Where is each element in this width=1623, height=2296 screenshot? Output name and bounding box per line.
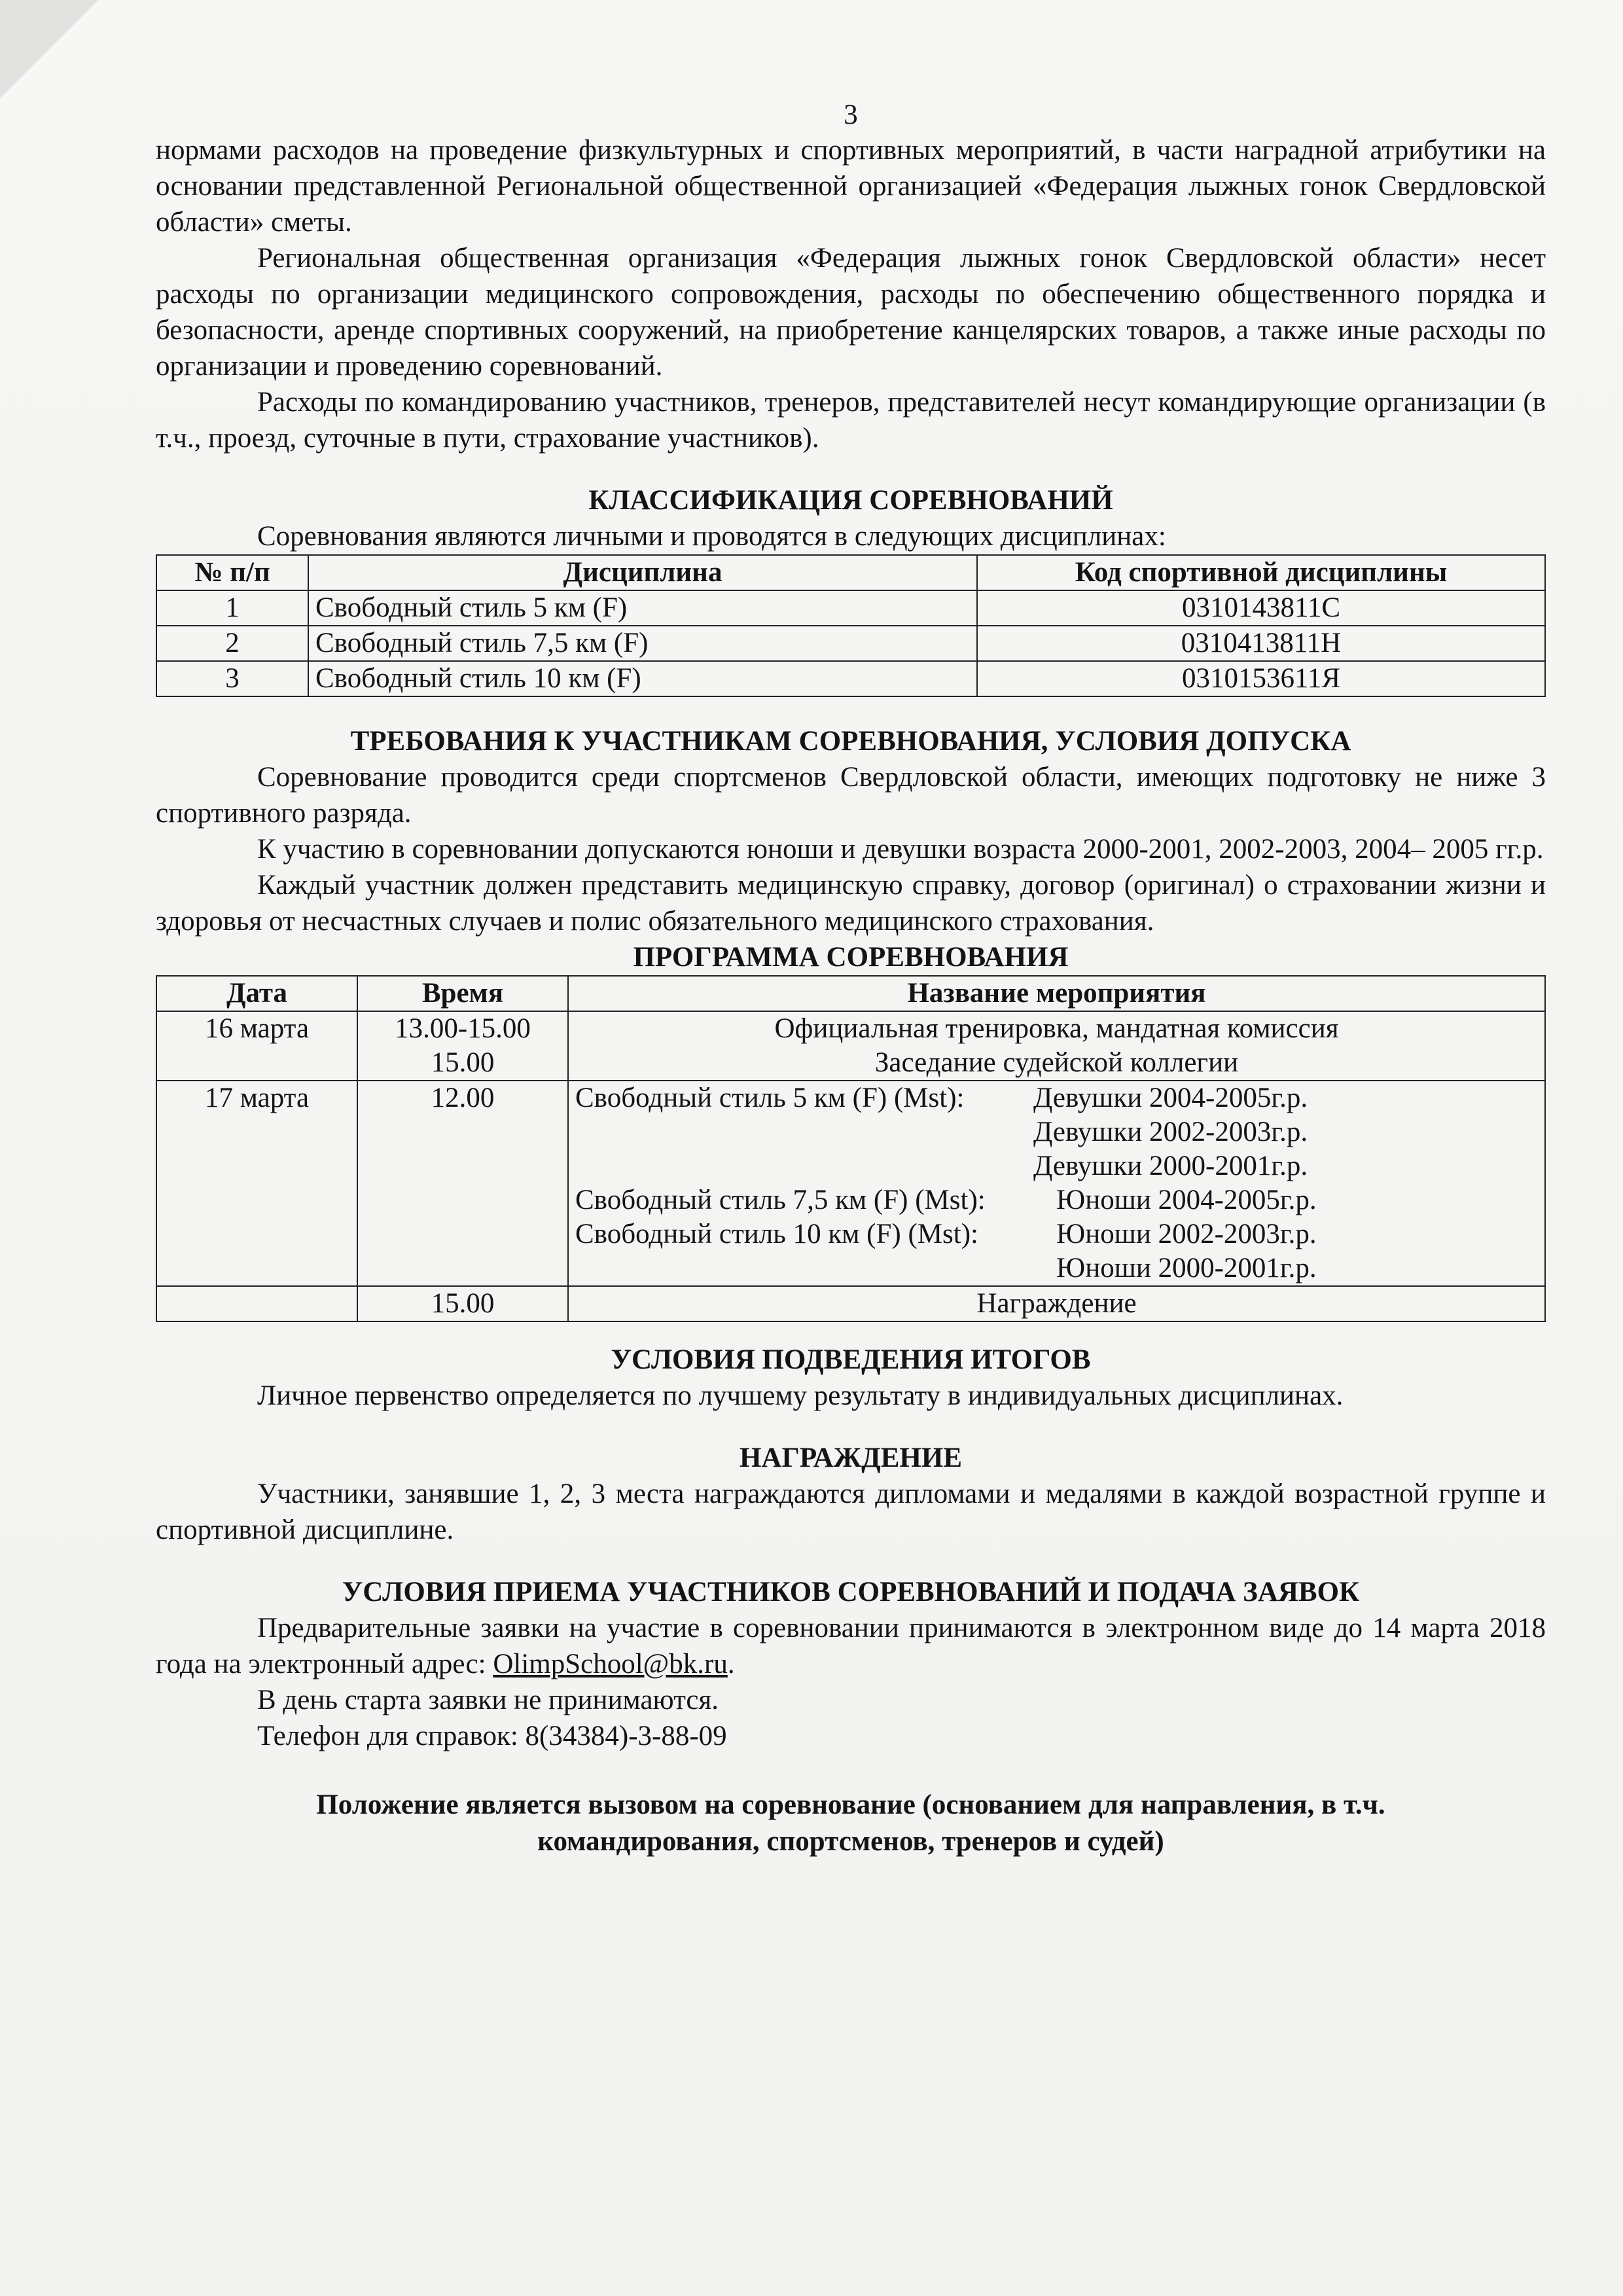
schedule-line (575, 1251, 1538, 1285)
row-date: 17 марта (156, 1081, 357, 1286)
time-line: 13.00-15.00 (395, 1013, 531, 1044)
schedule-line (575, 1217, 1538, 1251)
row-event (568, 1011, 1545, 1081)
schedule-group: Юноши 2004-2005г.р. (1056, 1185, 1317, 1215)
row-discipline: Свободный стиль 10 км (F) (308, 661, 977, 696)
final-note-line: командирования, спортсменов, тренеров и судей) (537, 1826, 1164, 1857)
schedule-discipline (575, 1115, 1033, 1149)
classification-heading: КЛАССИФИКАЦИЯ СОРЕВНОВАНИЙ (588, 485, 1113, 516)
schedule-line (575, 1183, 1538, 1217)
event-line: Официальная тренировка, мандатная комиссия (774, 1013, 1339, 1044)
applications-text: Предварительные заявки на участие в соревновании принимаются в электронном виде до 14 марта 2018 года на электронный адрес: (156, 1613, 1546, 1679)
schedule-discipline: Свободный стиль 7,5 км (F) (Mst): (575, 1185, 986, 1215)
disciplines-table (156, 554, 1546, 697)
awards-heading: НАГРАЖДЕНИЕ (739, 1443, 963, 1473)
requirements-heading: ТРЕБОВАНИЯ К УЧАСТНИКАМ СОРЕВНОВАНИЯ, УСЛОВИЯ ДОПУСКА (350, 726, 1351, 757)
schedule-group: Юноши 2002-2003г.р. (1056, 1219, 1317, 1249)
results-paragraph: Личное первенство определяется по лучшему результату в индивидуальных дисциплинах. (257, 1380, 1344, 1411)
col-code-header: Код спортивной дисциплины (977, 555, 1545, 590)
final-note (156, 1787, 1546, 1860)
col-event-header: Название мероприятия (568, 976, 1545, 1011)
row-number: 3 (156, 661, 308, 696)
row-code: 0310153611Я (977, 661, 1545, 696)
intro-paragraph-2: Региональная общественная организация «Федерация лыжных гонок Свердловской области» несет расходы по организации медицинского сопровождения, расходы по обеспечению общественного порядка и безопасности, аренде спортивных сооружений, на приобретение канцелярских товаров, а также иные расходы по организации и проведению соревнований. (156, 243, 1546, 382)
applications-text-end: . (727, 1649, 735, 1679)
row-discipline: Свободный стиль 5 км (F) (308, 590, 977, 626)
row-time: 12.00 (357, 1081, 568, 1286)
row-discipline: Свободный стиль 7,5 км (F) (308, 626, 977, 661)
final-note-line: Положение является вызовом на соревнование (основанием для направления, в т.ч. (316, 1789, 1385, 1820)
row-date (156, 1286, 357, 1321)
program-table (156, 975, 1546, 1322)
intro-paragraph-3: Расходы по командированию участников, тренеров, представителей несут командирующие организации (в т.ч., проезд, суточные в пути, страхование участников). (156, 387, 1546, 454)
table-row (156, 1011, 1545, 1081)
awards-paragraph: Участники, занявшие 1, 2, 3 места награждаются дипломами и медалями в каждой возрастной группе и спортивной дисциплине. (156, 1479, 1546, 1545)
schedule-discipline: Свободный стиль 5 км (F) (Mst): (575, 1083, 965, 1113)
intro-paragraph-1: нормами расходов на проведение физкультурных и спортивных мероприятий, в части наградной атрибутики на основании представленной Региональной общественной организацией «Федерация лыжных гонок Свердловской области» сметы. (156, 135, 1546, 238)
col-time-header: Время (357, 976, 568, 1011)
col-date-header: Дата (156, 976, 357, 1011)
schedule-discipline (575, 1149, 1033, 1183)
email-link[interactable]: OlimpSchool@bk.ru (493, 1649, 728, 1679)
table-row (156, 661, 1545, 696)
schedule-discipline (575, 1251, 1056, 1285)
schedule-discipline: Свободный стиль 10 км (F) (Mst): (575, 1219, 978, 1249)
col-number-header: № п/п (156, 555, 308, 590)
row-time (357, 1011, 568, 1081)
row-event: Награждение (568, 1286, 1545, 1321)
applications-paragraph-1 (156, 1610, 1546, 1682)
table-header-row (156, 976, 1545, 1011)
row-event (568, 1081, 1545, 1286)
schedule-line (575, 1115, 1538, 1149)
folded-corner (0, 0, 98, 98)
schedule-group: Девушки 2004-2005г.р. (1033, 1083, 1308, 1113)
schedule-group: Девушки 2000-2001г.р. (1033, 1151, 1308, 1181)
applications-paragraph-2: В день старта заявки не принимаются. (257, 1685, 719, 1715)
table-row (156, 1286, 1545, 1321)
row-code: 0310413811Н (977, 626, 1545, 661)
document-body (156, 98, 1546, 1860)
requirements-paragraph-3: Каждый участник должен представить медицинскую справку, договор (оригинал) о страховании жизни и здоровья от несчастных случаев и полис обязательного медицинского страхования. (156, 870, 1546, 937)
schedule-line (575, 1081, 1538, 1115)
table-row (156, 590, 1545, 626)
requirements-paragraph-1: Соревнование проводится среди спортсменов Свердловской области, имеющих подготовку не ниже 3 спортивного разряда. (156, 762, 1546, 829)
event-line: Заседание судейской коллегии (874, 1047, 1239, 1078)
applications-heading: УСЛОВИЯ ПРИЕМА УЧАСТНИКОВ СОРЕВНОВАНИЙ И ПОДАЧА ЗАЯВОК (342, 1577, 1360, 1607)
row-number: 2 (156, 626, 308, 661)
row-number: 1 (156, 590, 308, 626)
requirements-paragraph-2: К участию в соревновании допускаются юноши и девушки возраста 2000-2001, 2002-2003, 2004– 2005 гг.р. (257, 834, 1544, 865)
time-line: 15.00 (431, 1047, 495, 1078)
page-number: 3 (844, 99, 858, 130)
col-discipline-header: Дисциплина (308, 555, 977, 590)
table-row (156, 1081, 1545, 1286)
schedule-group: Девушки 2002-2003г.р. (1033, 1117, 1308, 1147)
table-header-row (156, 555, 1545, 590)
table-row (156, 626, 1545, 661)
applications-paragraph-3: Телефон для справок: 8(34384)-3-88-09 (257, 1721, 727, 1751)
schedule-group: Юноши 2000-2001г.р. (1056, 1253, 1317, 1283)
results-heading: УСЛОВИЯ ПОДВЕДЕНИЯ ИТОГОВ (611, 1344, 1091, 1375)
schedule-line (575, 1149, 1538, 1183)
classification-lead: Соревнования являются личными и проводятся в следующих дисциплинах: (257, 521, 1166, 552)
row-date: 16 марта (156, 1011, 357, 1081)
row-code: 0310143811С (977, 590, 1545, 626)
program-heading: ПРОГРАММА СОРЕВНОВАНИЯ (633, 942, 1069, 973)
row-time: 15.00 (357, 1286, 568, 1321)
